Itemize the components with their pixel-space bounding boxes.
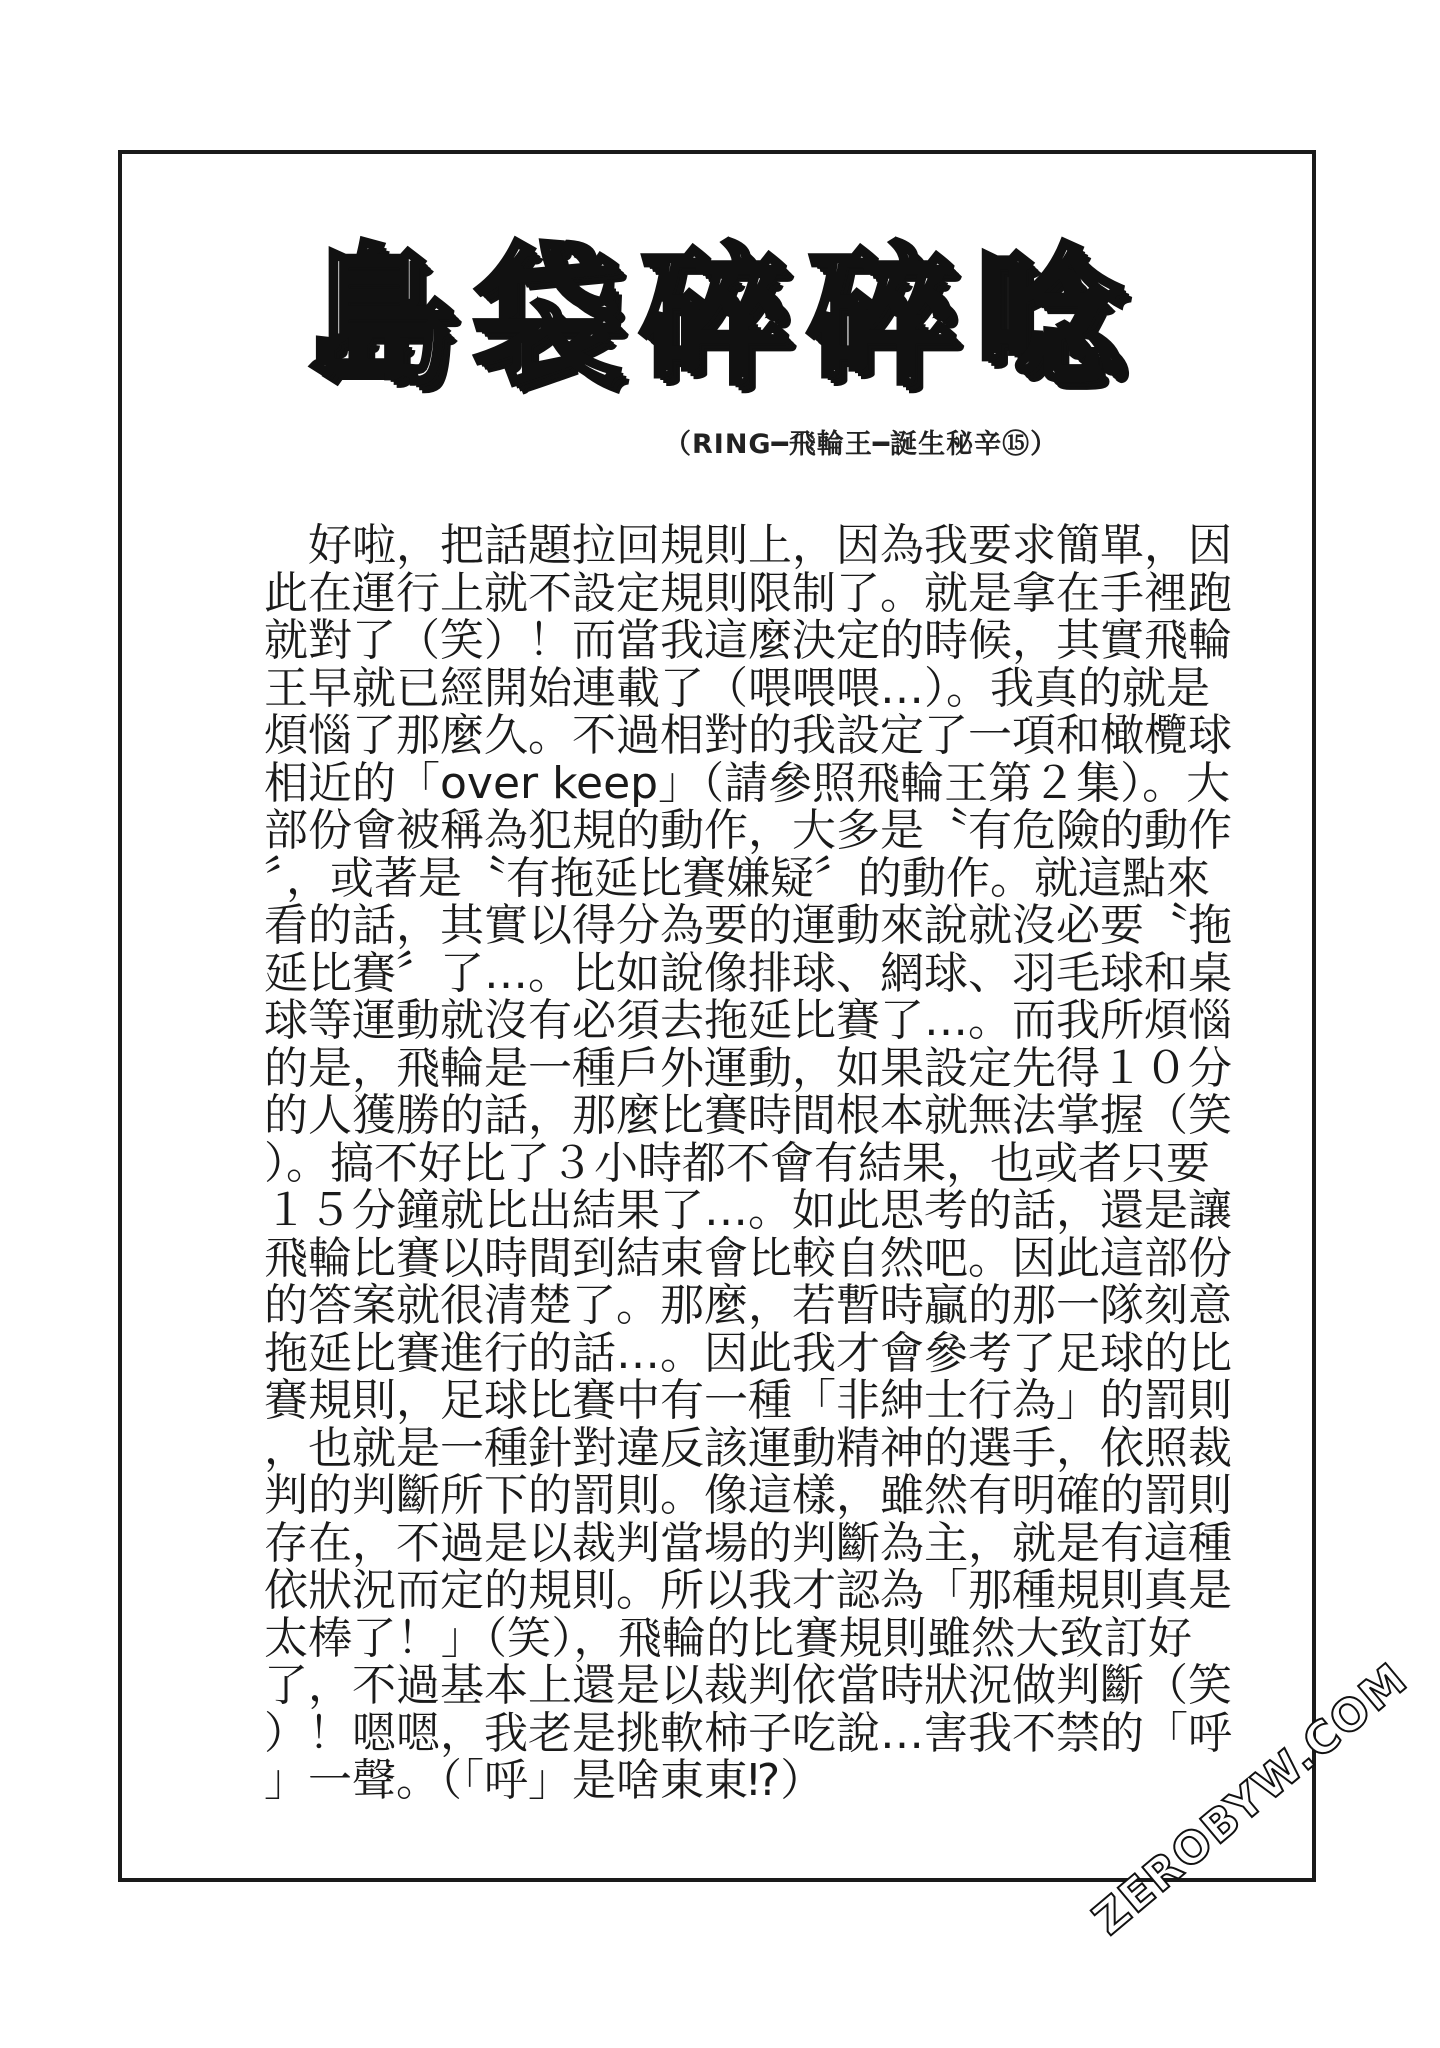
title-char: 碎 bbox=[639, 231, 790, 405]
body-line: 存在，不過是以裁判當場的判斷為主，就是有這種 bbox=[264, 1517, 1232, 1569]
title-char: 袋 bbox=[472, 231, 623, 405]
body-line: 飛輪比賽以時間到結束會比較自然吧。因此這部份 bbox=[264, 1232, 1232, 1284]
body-line: 球等運動就沒有必須去拖延比賽了…。而我所煩惱 bbox=[264, 995, 1232, 1046]
body-line: ，也就是一種針對違反該運動精神的選手，依照裁 bbox=[264, 1422, 1232, 1474]
body-line: 看的話，其實以得分為要的運動來說就沒必要〝拖 bbox=[264, 900, 1232, 951]
subtitle: （RING━飛輪王━誕生秘辛⑮） bbox=[664, 429, 1059, 460]
body-line: 的答案就很清楚了。那麼，若暫時贏的那一隊刻意 bbox=[264, 1280, 1232, 1331]
body-line: ）。搞不好比了３小時都不會有結果，也或者只要 bbox=[264, 1137, 1210, 1189]
body-line: 就對了（笑）！而當我這麼決定的時候，其實飛輪 bbox=[264, 615, 1232, 666]
title-char: 碎 bbox=[807, 231, 958, 405]
body-line: 好啦，把話題拉回規則上，因為我要求簡單，因 bbox=[264, 520, 1232, 571]
body-line: 拖延比賽進行的話…。因此我才會參考了足球的比 bbox=[264, 1327, 1232, 1379]
body-line: 判的判斷所下的罰則。像這樣，雖然有明確的罰則 bbox=[264, 1470, 1232, 1521]
body-line: ）！嗯嗯，我老是挑軟柿子吃說…害我不禁的「呼 bbox=[264, 1707, 1232, 1759]
body-line: 部份會被稱為犯規的動作，大多是〝有危險的動作 bbox=[264, 805, 1232, 856]
body-line: 延比賽〞了…。比如說像排球、網球、羽毛球和桌 bbox=[264, 947, 1232, 999]
body-text bbox=[264, 520, 1232, 1806]
body-line: 依狀況而定的規則。所以我才認為「那種規則真是 bbox=[264, 1565, 1232, 1616]
title-char: 島 bbox=[305, 231, 456, 405]
watermark-logo: ZEROBYW.COM bbox=[1083, 1653, 1418, 1946]
body-line: 的是，飛輪是一種戶外運動，如果設定先得１０分 bbox=[264, 1042, 1232, 1094]
body-line: 此在運行上就不設定規則限制了。就是拿在手裡跑 bbox=[264, 567, 1232, 619]
body-line: １５分鐘就比出結果了…。如此思考的話，還是讓 bbox=[264, 1185, 1232, 1236]
page-title bbox=[305, 228, 1125, 408]
body-line: 〞，或著是〝有拖延比賽嫌疑〞的動作。就這點來 bbox=[264, 852, 1210, 904]
body-line: 王早就已經開始連載了（喂喂喂…）。我真的就是 bbox=[264, 662, 1210, 714]
title-char: 唸 bbox=[974, 231, 1125, 405]
body-line: 煩惱了那麼久。不過相對的我設定了一項和橄欖球 bbox=[264, 710, 1232, 761]
body-line: 相近的「over keep」（請參照飛輪王第２集）。大 bbox=[264, 757, 1231, 809]
body-line: 太棒了！」（笑），飛輪的比賽規則雖然大致訂好 bbox=[264, 1612, 1192, 1664]
body-line: 的人獲勝的話，那麼比賽時間根本就無法掌握（笑 bbox=[264, 1090, 1232, 1141]
body-line: 」一聲。（「呼」是啥東東⁉） bbox=[264, 1755, 825, 1806]
body-line: 了，不過基本上還是以裁判依當時狀況做判斷（笑 bbox=[264, 1660, 1232, 1711]
body-line: 賽規則，足球比賽中有一種「非紳士行為」的罰則 bbox=[264, 1375, 1232, 1426]
